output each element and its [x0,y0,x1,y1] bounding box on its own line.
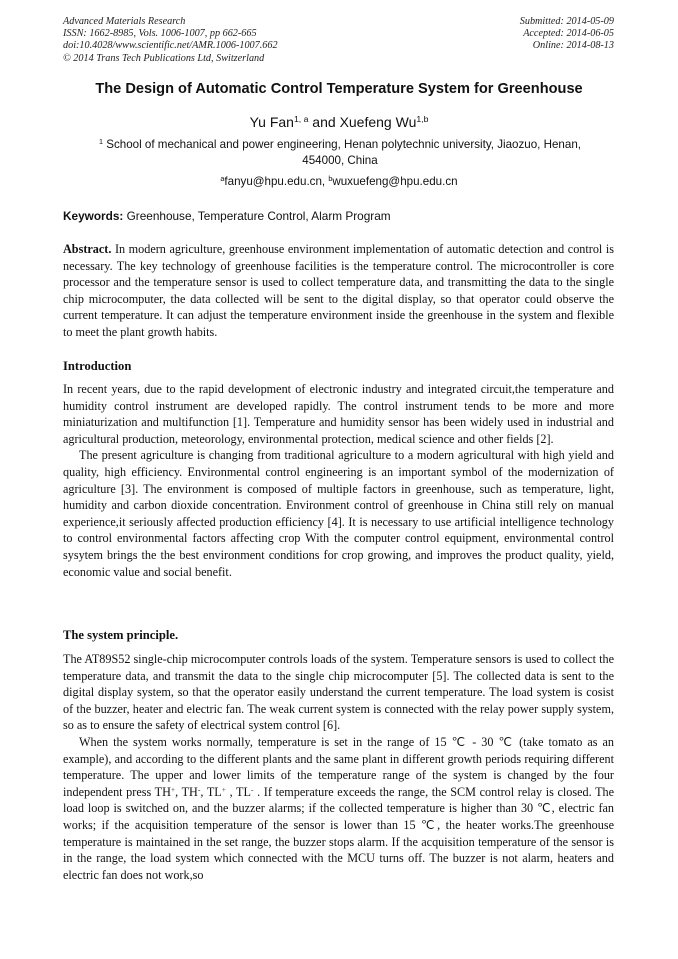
system-p2-part-b: , TH [175,784,198,799]
email-a: fanyu@hpu.edu.cn, [224,175,329,188]
submitted-date: Submitted: 2014-05-09 [519,16,614,27]
accepted-date: Accepted: 2014-06-05 [523,28,614,40]
author-1-name: Yu Fan [249,114,294,130]
system-principle-heading: The system principle. [63,628,179,642]
system-paragraph-1: The AT89S52 single-chip microcomputer controls loads of the system. Temperature sensors is used to collect the temperature data, and transmit the data to the single chip microcomputer [5]. The collected data is sent to the digital display system, so that the operator easily understand the current temperature. The load system is cosist of the buzzer, heater and electric fan. The weak current system is connected with the relay power supply system, so as to ensure the safety of electrical system control [6]. [63,652,614,733]
abstract [63,241,614,341]
email-b-sup: b [328,174,333,184]
intro-paragraph-1: In recent years, due to the rapid development of electronic industry and integrated circuit,the temperature and humidity control instrument are developed rapidly. The control instrument tends to be more and more miniaturization and multifunction [1]. Temperature and humidity sensor has been widely used in industrial and agricultural production, meteorology, environmental protection, medical science and other fields [2]. [63,382,614,446]
keywords [63,209,391,223]
affiliation-sup: 1 [99,137,103,147]
introduction-section [63,381,614,580]
system-p2-part-e: . If temperature exceeds the range, the SCM control relay is closed. The load loop is switched on, and the buzzer alarms; if the collected temperature is higher than 30 ℃, electric fan works; if the acquisition temperature of the sensor is lower than 15 ℃, the heater works.The greenhouse temperature is maintained in the set range, the buzzer stops alarm. If the acquisition temperature of the sensor is in the range, the load system which connected with the MCU turns off. The buzzer is not alarm, heaters and electric fan does not work,so [63,784,615,882]
system-p2-part-d: , TL [225,784,251,799]
author-emails [0,175,678,188]
paper-title: The Design of Automatic Control Temperature System for Greenhouse [95,81,583,97]
abstract-text: In modern agriculture, greenhouse environment implementation of automatic detection and control is necessary. The key technology of greenhouse facilities is the temperature control. The microcontroller is core processor and the temperature sensor is used to collect temperature data, and transmitting the data to the single chip microcomputer, the data collected will be sent to the digital display, so that operator could observe the current temperature. It can adjust the temperature environment inside the greenhouse in the system and flexible to meet the plant growth habits. [63,242,614,339]
author-2-sup: 1,b [416,114,429,125]
system-p2-part-a: When the system works normally, temperature is set in the range of 15 ℃ - 30 ℃ (take tomato as an example), and according to the different plants and the same plant in different growth periods requiring different temperature. The upper and lower limits of the temperature range of the system is changed by the four independent press TH [63,734,614,799]
journal-doi: doi:10.4028/www.scientific.net/AMR.1006-1007.662 [63,40,278,52]
online-date: Online: 2014-08-13 [532,40,614,52]
th-plus-sup: + [170,784,176,794]
system-principle-section [63,651,614,883]
author-1-sup: 1, a [293,114,309,125]
abstract-label: Abstract. [63,242,112,256]
affiliation-text: School of mechanical and power engineering, Henan polytechnic university, Jiaozuo, Henan, 454000, China [103,138,581,167]
author-2-name: Xuefeng Wu [339,114,417,130]
email-a-sup: a [220,174,225,184]
author-conjunction: and [308,114,340,130]
journal-header-left [63,16,278,65]
journal-issn: ISSN: 1662-8985, Vols. 1006-1007, pp 662-665 [63,28,257,40]
keywords-label: Keywords: [63,209,124,223]
journal-header-right [520,16,614,53]
th-minus-sup: - [197,784,201,794]
system-paragraph-2 [63,734,614,883]
keywords-text: Greenhouse, Temperature Control, Alarm Program [123,209,391,223]
author-line [0,114,678,130]
tl-minus-sup: - [250,784,254,794]
tl-plus-sup: + [221,784,226,794]
introduction-heading: Introduction [63,359,132,373]
email-b: wuxuefeng@hpu.edu.cn [332,175,458,188]
affiliation [80,137,600,169]
journal-copyright: © 2014 Trans Tech Publications Ltd, Switzerland [63,52,265,64]
intro-paragraph-2: The present agriculture is changing from traditional agriculture to a modern agricultural with high yield and quality, high efficiency. Environmental control engineering is an important symbol of the modernization of agriculture [3]. The environment is composed of multiple factors in greenhouse, such as temperature, light, humidity and carbon dioxide concentration. Environment control of greenhouse in China still rely on manual experience,it seriously affected production efficiency [4]. It is necessary to use artificial intelligence technology to control environmental factors affecting crop With the computer control equipment, environmental control sysytem brings the the best environment conditions for crop growing, and improves the product quality, yield, economic value and social benefit. [63,448,614,579]
system-p2-part-c: , TL [200,784,222,799]
journal-name: Advanced Materials Research [63,16,186,27]
